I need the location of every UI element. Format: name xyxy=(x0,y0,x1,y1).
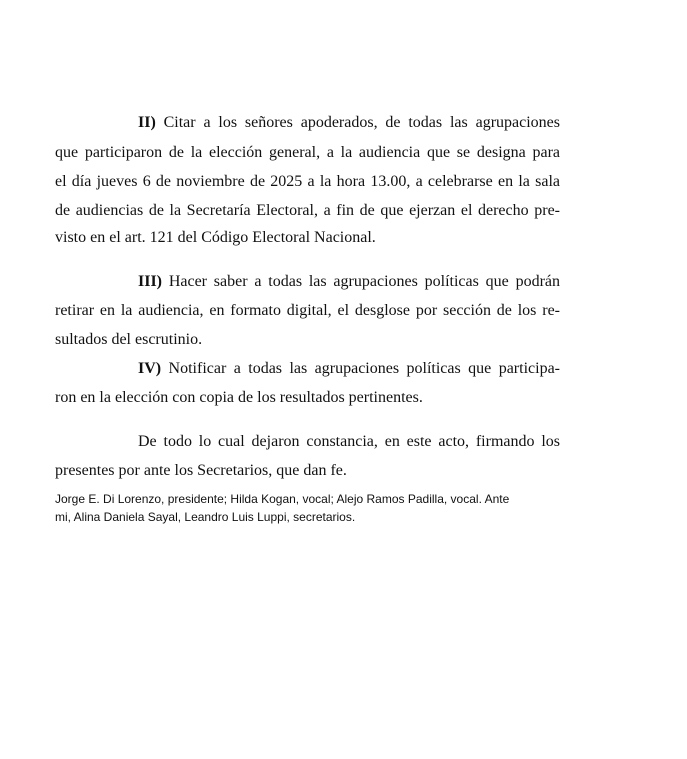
closing-paragraph-line-2: presentes por ante los Secretarios, que dan fe. xyxy=(55,462,347,479)
closing-paragraph-line-1: De todo lo cual dejaron constancia, en este acto, firmando los xyxy=(138,433,560,450)
paragraph-iii-number: III) xyxy=(138,273,163,290)
paragraph-iv-line-1: IV) Notificar a todas las agrupaciones políticas que participa- xyxy=(138,360,560,377)
paragraph-ii-line-4: de audiencias de la Secretaría Electoral, a fin de que ejerzan el derecho pre- xyxy=(55,202,560,219)
signature-line-1: Jorge E. Di Lorenzo, presidente; Hilda Kogan, vocal; Alejo Ramos Padilla, vocal. Ante xyxy=(55,492,510,506)
paragraph-iv-line-2: ron en la elección con copia de los resultados pertinentes. xyxy=(55,389,423,406)
signature-line-2: mi, Alina Daniela Sayal, Leandro Luis Luppi, secretarios. xyxy=(55,510,356,524)
paragraph-iii-line-3: sultados del escrutinio. xyxy=(55,331,203,348)
paragraph-iv-number: IV) xyxy=(138,360,162,377)
paragraph-ii-line-5: visto en el art. 121 del Código Electoral Nacional. xyxy=(55,229,376,246)
paragraph-ii-number: II) xyxy=(138,114,156,131)
paragraph-iii-line-2: retirar en la audiencia, en formato digital, el desglose por sección de los re- xyxy=(55,302,560,319)
paragraph-ii-line-1: II) Citar a los señores apoderados, de todas las agrupaciones xyxy=(138,114,560,131)
paragraph-iii-line-1: III) Hacer saber a todas las agrupaciones políticas que podrán xyxy=(138,273,560,290)
paragraph-ii-line-2: que participaron de la elección general, a la audiencia que se designa para xyxy=(55,144,560,161)
paragraph-ii-line-3: el día jueves 6 de noviembre de 2025 a la hora 13.00, a celebrarse en la sala xyxy=(55,173,560,190)
